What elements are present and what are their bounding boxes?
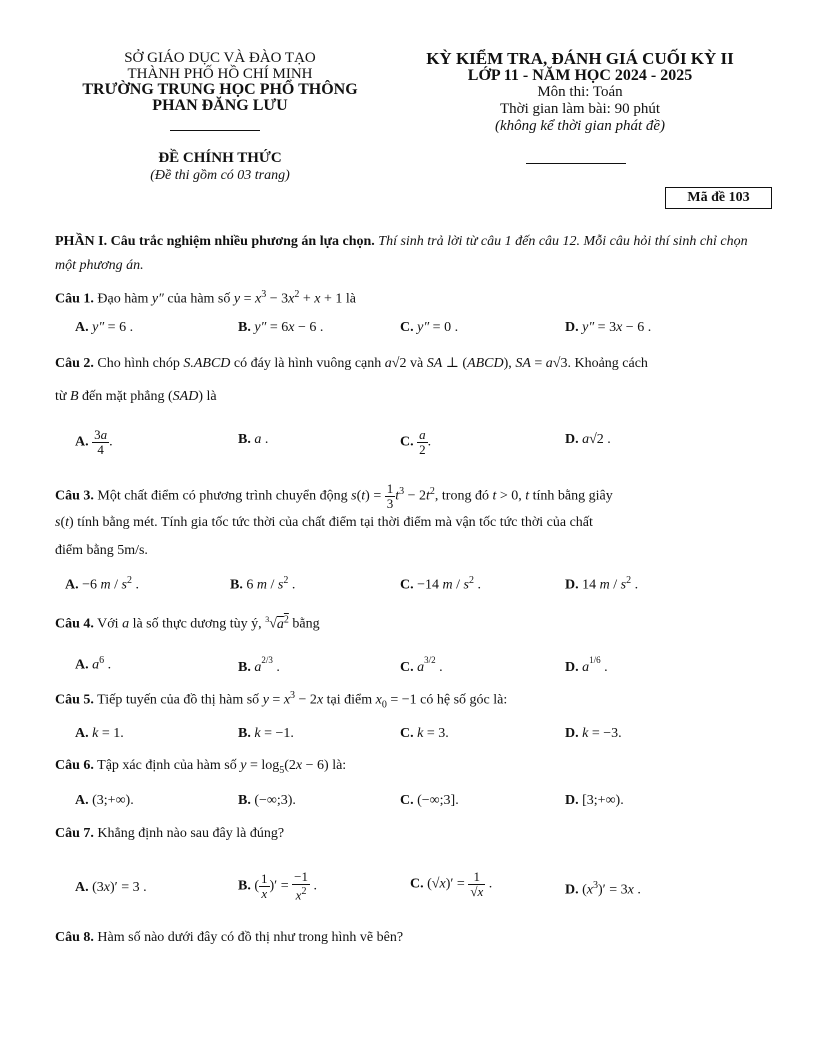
option-b: B. k = −1.: [238, 726, 294, 741]
duration: Thời gian làm bài: 90 phút: [500, 101, 660, 117]
question-text: là số thực dương tùy ý,: [132, 616, 262, 632]
option-label: B.: [230, 577, 243, 593]
option-label: B.: [238, 878, 251, 894]
question-text: tại điểm: [326, 692, 373, 708]
option-label: D.: [565, 882, 579, 898]
dept-name: SỞ GIÁO DỤC VÀ ĐÀO TẠO: [124, 50, 316, 66]
question-label: Câu 5.: [55, 692, 94, 708]
question-2-cont: từ B đến mặt phẳng (SAD) là: [55, 389, 217, 404]
option-c: C. −14 m / $s^2$ .: [400, 575, 481, 593]
school-name-line1: TRƯỜNG TRUNG HỌC PHỔ THÔNG: [82, 81, 358, 98]
option-label: C.: [400, 660, 414, 675]
option-d: D. a√2 .: [565, 432, 611, 447]
question-text: của hàm số: [167, 291, 231, 307]
question-label: Câu 6.: [55, 758, 94, 773]
option-a: A. (3;+∞).: [75, 793, 134, 808]
option-d: D. 14 m / $s^2$ .: [565, 575, 639, 593]
question-text: có hệ số góc là:: [420, 692, 508, 708]
option-c: C. $a^{3/2}$ .: [400, 655, 443, 675]
option-label: D.: [565, 726, 579, 741]
question-text: Khẳng định nào sau đây là đúng?: [97, 826, 285, 841]
option-label: A.: [75, 726, 89, 741]
option-label: A.: [75, 434, 89, 450]
question-label: Câu 7.: [55, 826, 94, 841]
option-label: C.: [400, 793, 414, 808]
option-a: A. −6 m / $s^2$ .: [65, 575, 139, 593]
option-a: A. (3x)′ = 3 .: [75, 880, 147, 895]
question-text: Một chất điểm có phương trình chuyển động: [97, 488, 348, 504]
option-label: A.: [75, 657, 89, 673]
option-d: D. k = −3.: [565, 726, 622, 741]
option-c: C. $\frac{a}{2}$ .: [400, 427, 432, 457]
question-4: Câu 4. Với a là số thực dương tùy ý, $^3√a^2$ bằng: [55, 614, 320, 632]
exam-title: KỲ KIỂM TRA, ĐÁNH GIÁ CUỐI KỲ II: [426, 49, 734, 68]
divider: [526, 163, 626, 164]
option-label: A.: [75, 880, 89, 895]
school-header: [80, 50, 360, 114]
question-text: Tập xác định của hàm số: [97, 758, 237, 773]
question-1: Câu 1. Đạo hàm y″ của hàm số $y = x^3 - 3x^2 + x + 1$ là: [55, 289, 356, 307]
question-text: và: [409, 356, 424, 371]
option-d: D. [3;+∞).: [565, 793, 624, 808]
question-3-cont2: [55, 543, 775, 559]
question-text: Hàm số nào dưới đây có đồ thị như trong hình vẽ bên?: [97, 930, 404, 945]
option-label: D.: [565, 320, 579, 335]
option-b: B. 6 m / $s^2$ .: [230, 575, 296, 593]
option-c: C. k = 3.: [400, 726, 449, 741]
question-label: Câu 8.: [55, 930, 94, 945]
duration-note: (không kể thời gian phát đề): [494, 118, 666, 134]
question-text: là: [345, 291, 356, 307]
question-label: Câu 3.: [55, 488, 94, 504]
question-text: từ: [55, 389, 67, 404]
question-8: [55, 930, 775, 946]
option-label: D.: [565, 577, 579, 593]
question-label: Câu 4.: [55, 616, 94, 632]
exam-code: Mã đề 103: [665, 187, 772, 209]
option-c: C. (√x)′ = $\frac{1}{√x}$ .: [410, 869, 493, 899]
question-text: tính bằng giây: [532, 488, 613, 504]
option-c: C. (−∞;3].: [400, 793, 459, 808]
official-label: ĐỀ CHÍNH THỨC: [158, 150, 282, 166]
option-label: C.: [400, 577, 414, 593]
question-text: Cho hình chóp: [97, 356, 180, 371]
question-text: tính bằng mét. Tính gia tốc tức thời của chất điểm tại thời điểm mà vận tốc tức thời của chất: [77, 515, 593, 530]
option-label: B.: [238, 793, 251, 808]
question-text: điểm bằng 5m/s.: [55, 543, 148, 558]
divider: [170, 130, 260, 131]
exam-header: [400, 50, 760, 135]
part1-title: PHẦN I. Câu trắc nghiệm nhiều phương án lựa chọn.: [55, 234, 375, 249]
question-text: là: [206, 389, 217, 404]
question-text: bằng: [292, 616, 320, 632]
part1-heading: [55, 230, 770, 278]
pages-note: (Đề thi gồm có 03 trang): [150, 168, 290, 183]
option-b: B. a .: [238, 432, 269, 447]
subject: Môn thi: Toán: [537, 84, 623, 100]
option-label: B.: [238, 660, 251, 675]
question-5: Câu 5. Tiếp tuyến của đồ thị hàm số $y = x^3 - 2x$ tại điểm $x_0 = -1$ có hệ số góc là:: [55, 690, 508, 711]
option-label: A.: [75, 793, 89, 808]
option-d: D. $a^{1/6}$ .: [565, 655, 608, 675]
option-b: B. ( $\frac{1}{x}$ )′ = $\frac{-1}{x^2}$ .: [238, 869, 317, 903]
option-label: D.: [565, 432, 579, 447]
question-text: , trong đó: [434, 488, 489, 504]
question-text: Tiếp tuyến của đồ thị hàm số: [97, 692, 260, 708]
option-b: B. (−∞;3).: [238, 793, 296, 808]
school-name-line2: PHAN ĐĂNG LƯU: [152, 97, 288, 114]
question-text: . Khoảng cách: [567, 356, 648, 371]
question-3: Câu 3. Một chất điểm có phương trình chuyển động s(t) = $\frac{1}{3}$ $t^3 - 2t^2$, trong đó t > 0, t tính bằng giây: [55, 481, 613, 511]
option-a: A. $\frac{3a}{4}$ .: [75, 427, 113, 457]
option-a: A. k = 1.: [75, 726, 124, 741]
option-label: A.: [75, 320, 89, 335]
option-label: A.: [65, 577, 79, 593]
option-a: A. y″ = 6 .: [75, 320, 134, 335]
question-2: Câu 2. Cho hình chóp S.ABCD có đáy là hình vuông cạnh a√2 và SA ⊥ (ABCD), SA = a√3. Khoảng cách: [55, 356, 648, 371]
question-7: [55, 826, 775, 842]
city-name: THÀNH PHỐ HỒ CHÍ MINH: [127, 66, 313, 82]
question-text: Với: [97, 616, 119, 632]
question-label: Câu 1.: [55, 291, 94, 307]
question-text: đến mặt phẳng: [82, 389, 165, 404]
option-a: A. $a^6$ .: [75, 655, 112, 673]
option-d: D. $(x^3)' = 3x$ .: [565, 880, 641, 898]
option-label: C.: [400, 726, 414, 741]
option-label: D.: [565, 660, 579, 675]
option-label: B.: [238, 726, 251, 741]
question-text: có đáy là hình vuông cạnh: [233, 356, 382, 371]
option-c: C. y″ = 0 .: [400, 320, 459, 335]
question-text: là:: [332, 758, 347, 773]
part1-instructions: Thí sinh trả lời từ câu 1 đến câu 12. Mỗi câu hỏi thí sinh chỉ chọn một phương án.: [55, 234, 748, 273]
grade-year: LỚP 11 - NĂM HỌC 2024 - 2025: [467, 67, 693, 84]
question-label: Câu 2.: [55, 356, 94, 371]
question-text: Đạo hàm: [97, 291, 149, 307]
option-label: B.: [238, 320, 251, 335]
option-label: B.: [238, 432, 251, 447]
question-6: Câu 6. Tập xác định của hàm số $y = \log_5(2x - 6)$ là:: [55, 758, 347, 776]
option-label: C.: [400, 320, 414, 335]
option-label: D.: [565, 793, 579, 808]
option-b: B. $a^{2/3}$ .: [238, 655, 280, 675]
option-d: D. y″ = 3x − 6 .: [565, 320, 652, 335]
option-b: B. y″ = 6x − 6 .: [238, 320, 324, 335]
question-3-cont: s(t) tính bằng mét. Tính gia tốc tức thời của chất điểm tại thời điểm mà vận tốc tức thời của chất: [55, 515, 593, 530]
option-label: C.: [400, 434, 414, 450]
option-label: C.: [410, 876, 424, 892]
